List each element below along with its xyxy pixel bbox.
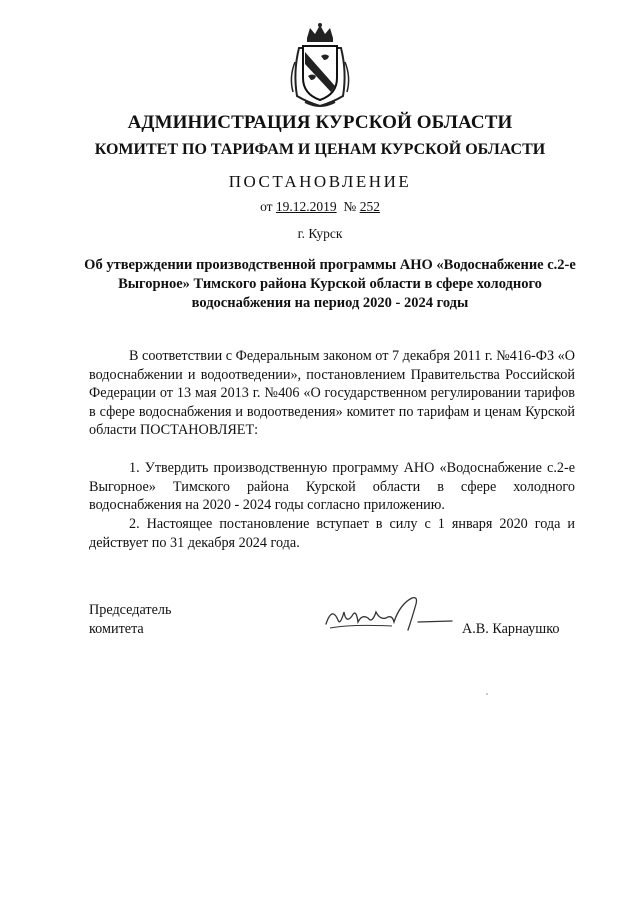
signatory-title — [89, 601, 171, 639]
date-prefix: от — [260, 199, 273, 214]
signatory-title-line2: комитета — [89, 621, 144, 637]
date-number-line — [0, 199, 640, 215]
signatory-name: А.В. Карнаушко — [462, 621, 560, 637]
resolution-item-1: 1. Утвердить производственную программу АНО «Водоснабжение с.2-е Выгорное» Тимского района Курской области в сфере холодного водоснабжения на 2020 - 2024 годы согласно приложению. — [89, 460, 575, 514]
document-subject: Об утверждении производственной программы АНО «Водоснабжение с.2-е Выгорное» Тимского района Курской области в сфере холодного водоснабжения на период 2020 - 2024 годы — [84, 257, 576, 311]
number-prefix: № — [343, 199, 357, 214]
organization-name: АДМИНИСТРАЦИЯ КУРСКОЙ ОБЛАСТИ — [127, 112, 513, 133]
document-number: 252 — [359, 199, 380, 214]
document-type: ПОСТАНОВЛЕНИЕ — [228, 172, 412, 191]
committee-name: КОМИТЕТ ПО ТАРИФАМ И ЦЕНАМ КУРСКОЙ ОБЛАСТИ — [94, 141, 546, 158]
signatory-title-line1: Председатель — [89, 602, 172, 618]
city: г. Курск — [297, 226, 343, 241]
document-date: 19.12.2019 — [275, 199, 337, 214]
handwritten-signature — [322, 594, 462, 638]
resolution-item-2: 2. Настоящее постановление вступает в силу с 1 января 2020 года и действует по 31 декабря 2024 года. — [89, 516, 575, 551]
scan-speck — [486, 693, 488, 695]
coat-of-arms-icon — [287, 22, 353, 108]
preamble-paragraph: В соответствии с Федеральным законом от 7 декабря 2011 г. №416-ФЗ «О водоснабжении и водоотведении», постановлением Правительства Российской Федерации от 13 мая 2013 г. №406 «О государственном регулировании тарифов в сфере водоснабжения и водоотведения» комитет по тарифам и ценам Курской области ПОСТАНОВЛЯЕТ: — [89, 348, 575, 439]
